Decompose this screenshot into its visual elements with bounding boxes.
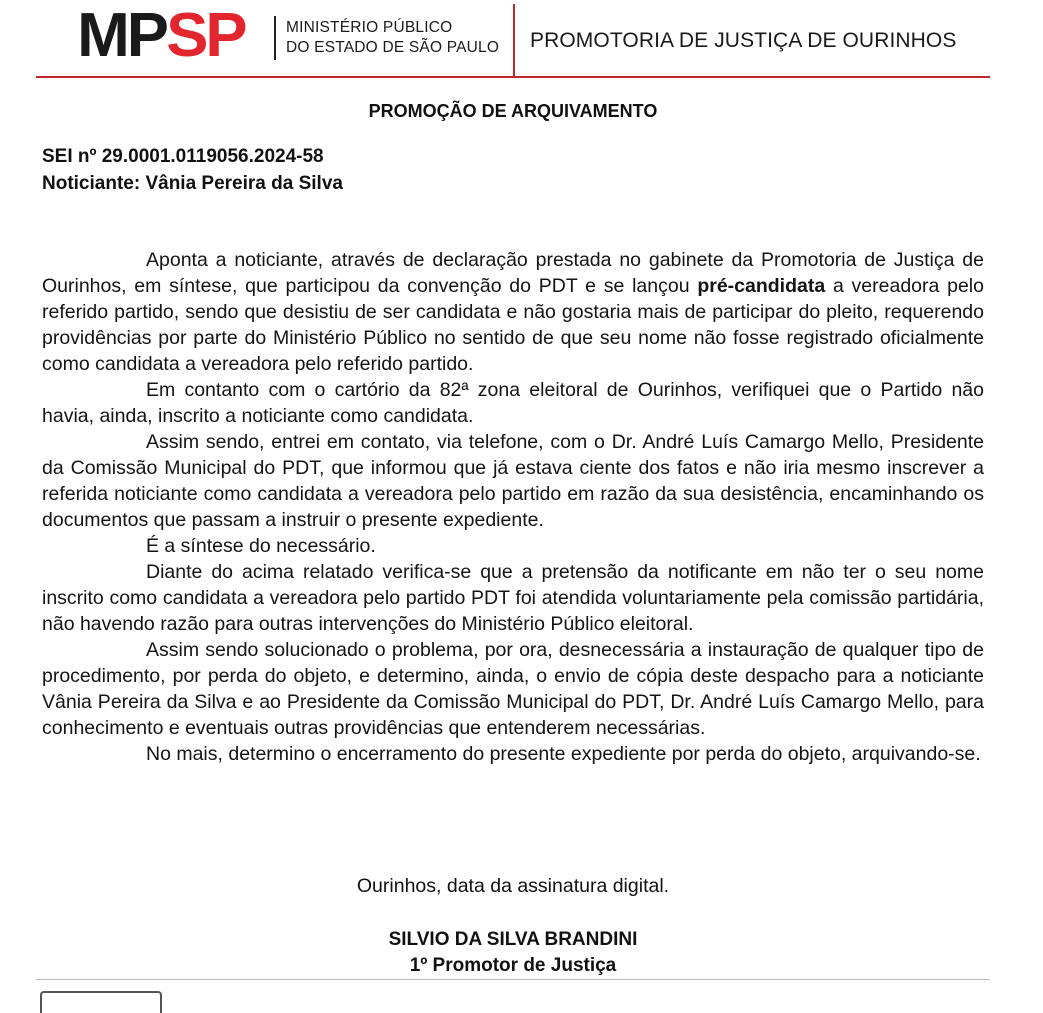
paragraph-3: Assim sendo, entrei em contato, via telefone, com o Dr. André Luís Camargo Mello, Presidente da Comissão Municipal do PDT, que informou que já estava ciente dos fatos e não iria mesmo inscrever a referida noticiante como candidata a vereadora pelo partido em razão da sua desistência, encaminhando os documentos que passam a instruir o presente expediente.: [42, 431, 984, 531]
footer-rule: [36, 979, 990, 980]
unit-name: PROMOTORIA DE JUSTIÇA DE OURINHOS: [530, 29, 957, 52]
document-body: [42, 247, 984, 767]
paragraph-7: No mais, determino o encerramento do presente expediente por perda do objeto, arquivando-se.: [146, 743, 981, 765]
signer-role: 1º Promotor de Justiça: [409, 955, 617, 976]
footer-tab-edge: [40, 991, 162, 1013]
paragraph-5: Diante do acima relatado verifica-se que a pretensão da notificante em não ter o seu nome inscrito como candidata a vereadora pelo partido PDT foi atendida voluntariamente pela comissão partidária, não havendo razão para outras intervenções do Ministério Público eleitoral.: [42, 561, 984, 635]
paragraph-1: [42, 247, 984, 377]
noticiante-line: Noticiante: Vânia Pereira da Silva: [42, 173, 343, 194]
org-name: [286, 18, 499, 58]
logo-divider: [274, 16, 276, 60]
header-vertical-rule: [513, 4, 515, 76]
paragraph-4: É a síntese do necessário.: [146, 535, 376, 557]
paragraph-1-bold: pré-candidata: [697, 275, 826, 297]
logo-sp-text: SP: [166, 1, 245, 70]
org-line-1: MINISTÉRIO PÚBLICO: [286, 19, 453, 36]
document-header: [0, 0, 1043, 80]
header-horizontal-rule: [36, 76, 990, 78]
paragraph-2: Em contanto com o cartório da 82ª zona eleitoral de Ourinhos, verifiquei que o Partido não havia, ainda, inscrito a noticiante como candidata.: [42, 379, 984, 427]
mpsp-logo: [77, 1, 245, 70]
paragraph-6: Assim sendo solucionado o problema, por ora, desnecessária a instauração de qualquer tipo de procedimento, por perda do objeto, e determino, ainda, o envio de cópia deste despacho para a noticiante Vânia Pereira da Silva e ao Presidente da Comissão Municipal do PDT, Dr. André Luís Camargo Mello, para conhecimento e eventuais outras providências que entenderem necessárias.: [42, 639, 984, 739]
place-date: Ourinhos, data da assinatura digital.: [356, 875, 670, 897]
document-title: PROMOÇÃO DE ARQUIVAMENTO: [368, 101, 658, 121]
sei-number: SEI nº 29.0001.0119056.2024-58: [42, 146, 324, 167]
paragraph-1-end: a vereadora pelo referido partido, sendo que desistiu de ser candidata e não gostaria mais de participar do pleito, requerendo providências por parte do Ministério Público no sentido de que seu nome não fosse registrado oficialmente como candidata a vereadora pelo referido partido.: [42, 275, 984, 375]
paragraph-1-start: Aponta a noticiante, através de declaração prestada no gabinete da Promotoria de Justiça de Ourinhos, em síntese, que participou da convenção do PDT e se lançou: [42, 249, 984, 297]
signer-name: SILVIO DA SILVA BRANDINI: [388, 929, 638, 950]
logo-mp-text: MP: [77, 1, 166, 70]
org-line-2: DO ESTADO DE SÃO PAULO: [286, 39, 500, 56]
